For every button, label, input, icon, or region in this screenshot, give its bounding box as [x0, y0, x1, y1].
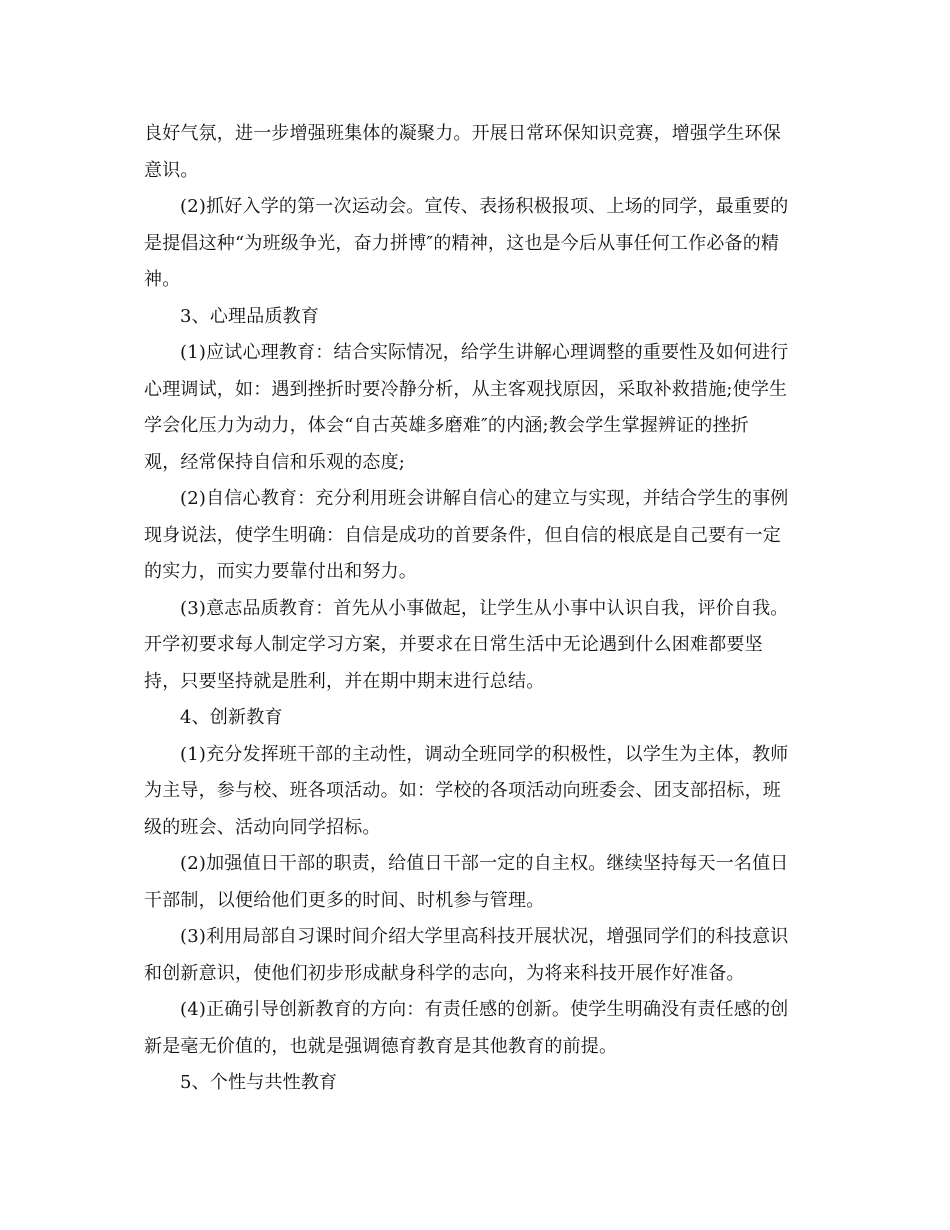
text-line: 心理调试，如：遇到挫折时要冷静分析，从主客观找原因，采取补救措施;使学生 [144, 378, 788, 400]
text-line: 良好气氛，进一步增强班集体的凝聚力。开展日常环保知识竞赛，增强学生环保 [144, 123, 781, 144]
text-line: 干部制，以便给他们更多的时间、时机参与管理。 [144, 889, 545, 911]
text-line: 现身说法，使学生明确：自信是成功的首要条件，但自信的根底是自己要有一定 [144, 524, 781, 546]
paragraph-start-line: (2)自信心教育：充分利用班会讲解自信心的建立与实现，并结合学生的事例 [180, 488, 789, 509]
text-line: 的实力，而实力要靠付出和努力。 [144, 561, 417, 582]
document-body [144, 116, 814, 1102]
paragraph-start-line: (3)利用局部自习课时间介绍大学里高科技开展状况，增强同学们的科技意识 [180, 926, 789, 947]
text-line: 级的班会、活动向同学招标。 [144, 816, 381, 838]
paragraph-start-line: (2)抓好入学的第一次运动会。宣传、表扬积极报项、上场的同学，最重要的 [180, 196, 789, 217]
section-heading: 4、创新教育 [180, 707, 283, 728]
section-heading: 3、心理品质教育 [180, 305, 320, 327]
paragraph-start-line: (3)意志品质教育：首先从小事做起，让学生从小事中认识自我，评价自我。 [180, 597, 789, 619]
text-line: 持，只要坚持就是胜利，并在期中期末进行总结。 [144, 670, 545, 692]
paragraph-start-line: (1)充分发挥班干部的主动性，调动全班同学的积极性，以学生为主体，教师 [180, 743, 789, 765]
paragraph-start-line: (4)正确引导创新教育的方向：有责任感的创新。使学生明确没有责任感的创 [180, 999, 789, 1020]
text-line: 意识。 [144, 159, 199, 181]
text-line: 和创新意识，使他们初步形成献身科学的志向，为将来科技开展作好准备。 [144, 962, 745, 984]
text-line: 新是毫无价值的，也就是强调德育教育是其他教育的前提。 [144, 1035, 618, 1057]
text-line: 是提倡这种“为班级争光，奋力拼博″的精神，这也是今后从事任何工作必备的精 [144, 232, 780, 254]
text-line: 学会化压力为动力，体会“自古英雄多磨难″的内涵;教会学生掌握辨证的挫折 [144, 415, 749, 436]
text-line: 神。 [144, 269, 181, 290]
section-heading: 5、个性与共性教育 [180, 1072, 338, 1093]
text-line: 开学初要求每人制定学习方案，并要求在日常生活中无论遇到什么困难都要坚 [144, 634, 763, 655]
paragraph-start-line: (2)加强值日干部的职责，给值日干部一定的自主权。继续坚持每天一名值日 [180, 853, 789, 874]
text-line: 为主导，参与校、班各项活动。如：学校的各项活动向班委会、团支部招标，班 [144, 780, 781, 801]
text-line: 观，经常保持自信和乐观的态度; [144, 451, 406, 473]
paragraph-start-line: (1)应试心理教育：结合实际情况，给学生讲解心理调整的重要性及如何进行 [180, 342, 789, 363]
